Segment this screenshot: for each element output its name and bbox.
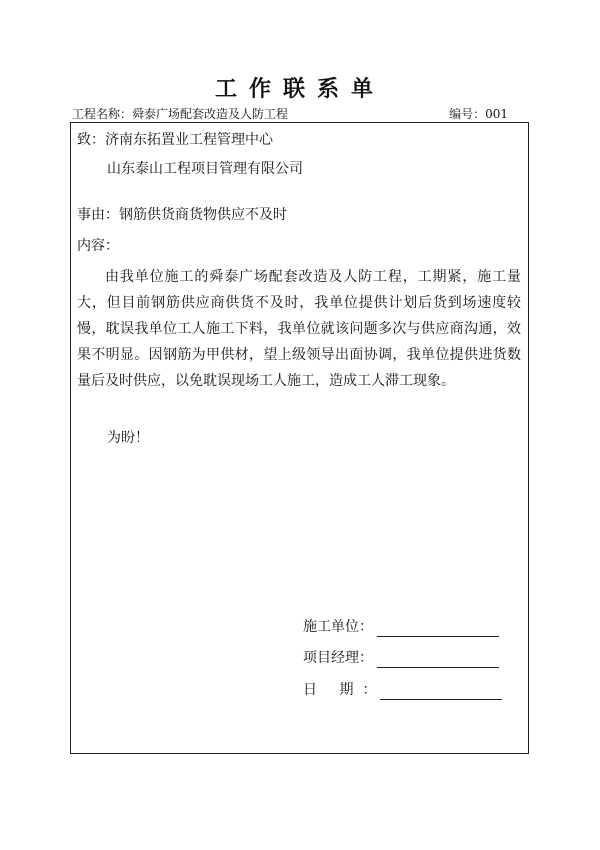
signature-construction-unit (303, 617, 499, 637)
date-label: 日 期： (303, 682, 386, 698)
construction-unit-blank[interactable] (377, 620, 499, 637)
signature-date (303, 680, 502, 700)
signature-project-manager (303, 648, 499, 668)
date-blank[interactable] (380, 683, 502, 700)
project-manager-blank[interactable] (377, 651, 499, 668)
construction-unit-label: 施工单位： (303, 619, 373, 635)
content-label: 内容： (77, 238, 119, 254)
document-number: 编号：001 (449, 107, 508, 121)
closing-line: 为盼！ (107, 430, 149, 446)
document-title: 工作联系单 (214, 76, 385, 102)
subject-line: 事由：钢筋供货商货物供应不及时 (77, 207, 287, 223)
content-body: 由我单位施工的舜泰广场配套改造及人防工程，工期紧，施工量大，但目前钢筋供应商供货不及时，我单位提供计划后货到场速度较慢，耽误我单位工人施工下料，我单位就该问题多次与供应商沟通，效果不明显。因钢筋为甲供材，望上级领导出面协调，我单位提供进货数量后及时供应，以免耽误现场工人施工，造成工人滞工现象。 (77, 269, 521, 389)
recipient-primary: 致：济南东拓置业工程管理中心 (77, 132, 273, 148)
project-manager-label: 项目经理： (303, 650, 373, 666)
project-name: 工程名称：舜泰广场配套改造及人防工程 (72, 107, 289, 121)
recipient-secondary: 山东泰山工程项目管理有限公司 (107, 161, 303, 177)
